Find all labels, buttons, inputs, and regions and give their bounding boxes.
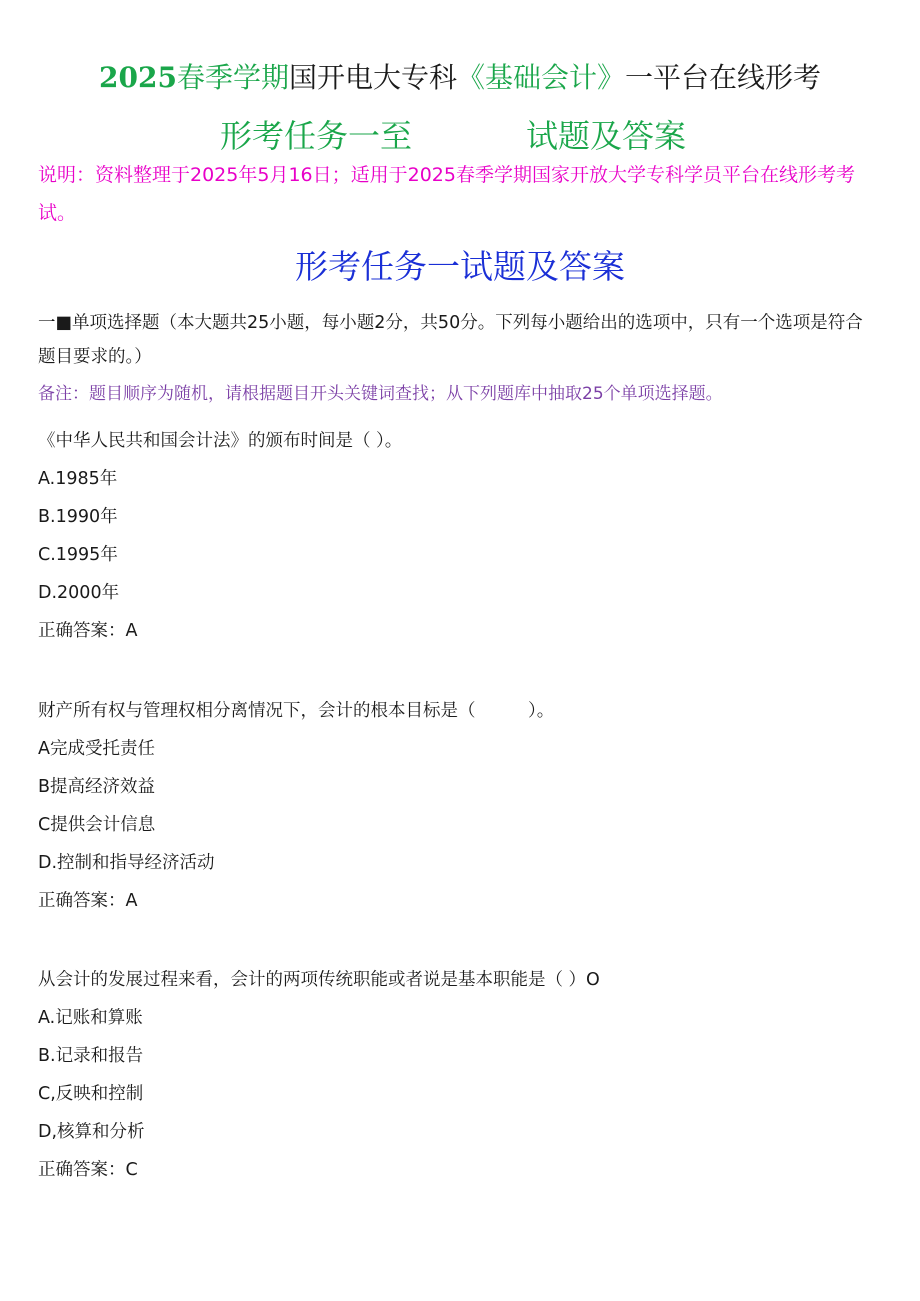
title-school: 国开电大专科 bbox=[288, 61, 457, 94]
question-option: D,核算和分析 bbox=[38, 1122, 145, 1142]
question-option: B.记录和报告 bbox=[38, 1046, 144, 1066]
question-option: B提高经济效益 bbox=[38, 777, 156, 797]
title-year: 2025 bbox=[99, 61, 177, 94]
subtitle-part-a: 形考任务一至 bbox=[220, 117, 413, 155]
question-option: D.2000年 bbox=[38, 583, 120, 603]
question-option: C.1995年 bbox=[38, 545, 118, 565]
question-option: D.控制和指导经济活动 bbox=[38, 853, 215, 873]
document-subtitle bbox=[0, 114, 920, 158]
title-semester: 春季学期 bbox=[176, 61, 289, 94]
section-remark: 备注：题目顺序为随机，请根据题目开头关键词查找；从下列题库中抽取25个单项选择题。 bbox=[38, 384, 723, 404]
question-3 bbox=[38, 961, 873, 1189]
question-1 bbox=[38, 422, 873, 650]
question-answer: 正确答案：C bbox=[38, 1160, 138, 1180]
question-option: C提供会计信息 bbox=[38, 815, 156, 835]
question-answer: 正确答案：A bbox=[38, 891, 138, 911]
question-option: A完成受托责任 bbox=[38, 739, 155, 759]
document-note: 说明：资料整理于2025年5月16日；适用于2025春季学期国家开放大学专科学员平台在线形考考试。 bbox=[38, 164, 855, 224]
subtitle-part-b: 试题及答案 bbox=[526, 117, 687, 155]
question-option: C,反映和控制 bbox=[38, 1084, 144, 1104]
document-title bbox=[0, 58, 920, 98]
section-instructions: 一■单项选择题（本大题共25小题，每小题2分，共50分。下列每小题给出的选项中，只有一个选项是符合题目要求的。） bbox=[38, 313, 863, 367]
question-stem: 从会计的发展过程来看，会计的两项传统职能或者说是基本职能是（ ）O bbox=[38, 970, 600, 990]
question-answer: 正确答案：A bbox=[38, 621, 138, 641]
question-stem: 财产所有权与管理权相分离情况下，会计的根本目标是（ ）。 bbox=[38, 701, 555, 721]
question-option: A.记账和算账 bbox=[38, 1008, 143, 1028]
question-option: A.1985年 bbox=[38, 469, 118, 489]
section-heading: 形考任务一试题及答案 bbox=[295, 247, 625, 286]
title-course: 《基础会计》 bbox=[456, 61, 625, 94]
title-platform: 一平台在线形考 bbox=[624, 61, 821, 94]
question-2 bbox=[38, 692, 873, 920]
question-stem: 《中华人民共和国会计法》的颁布时间是（ ）。 bbox=[38, 431, 403, 451]
question-option: B.1990年 bbox=[38, 507, 118, 527]
